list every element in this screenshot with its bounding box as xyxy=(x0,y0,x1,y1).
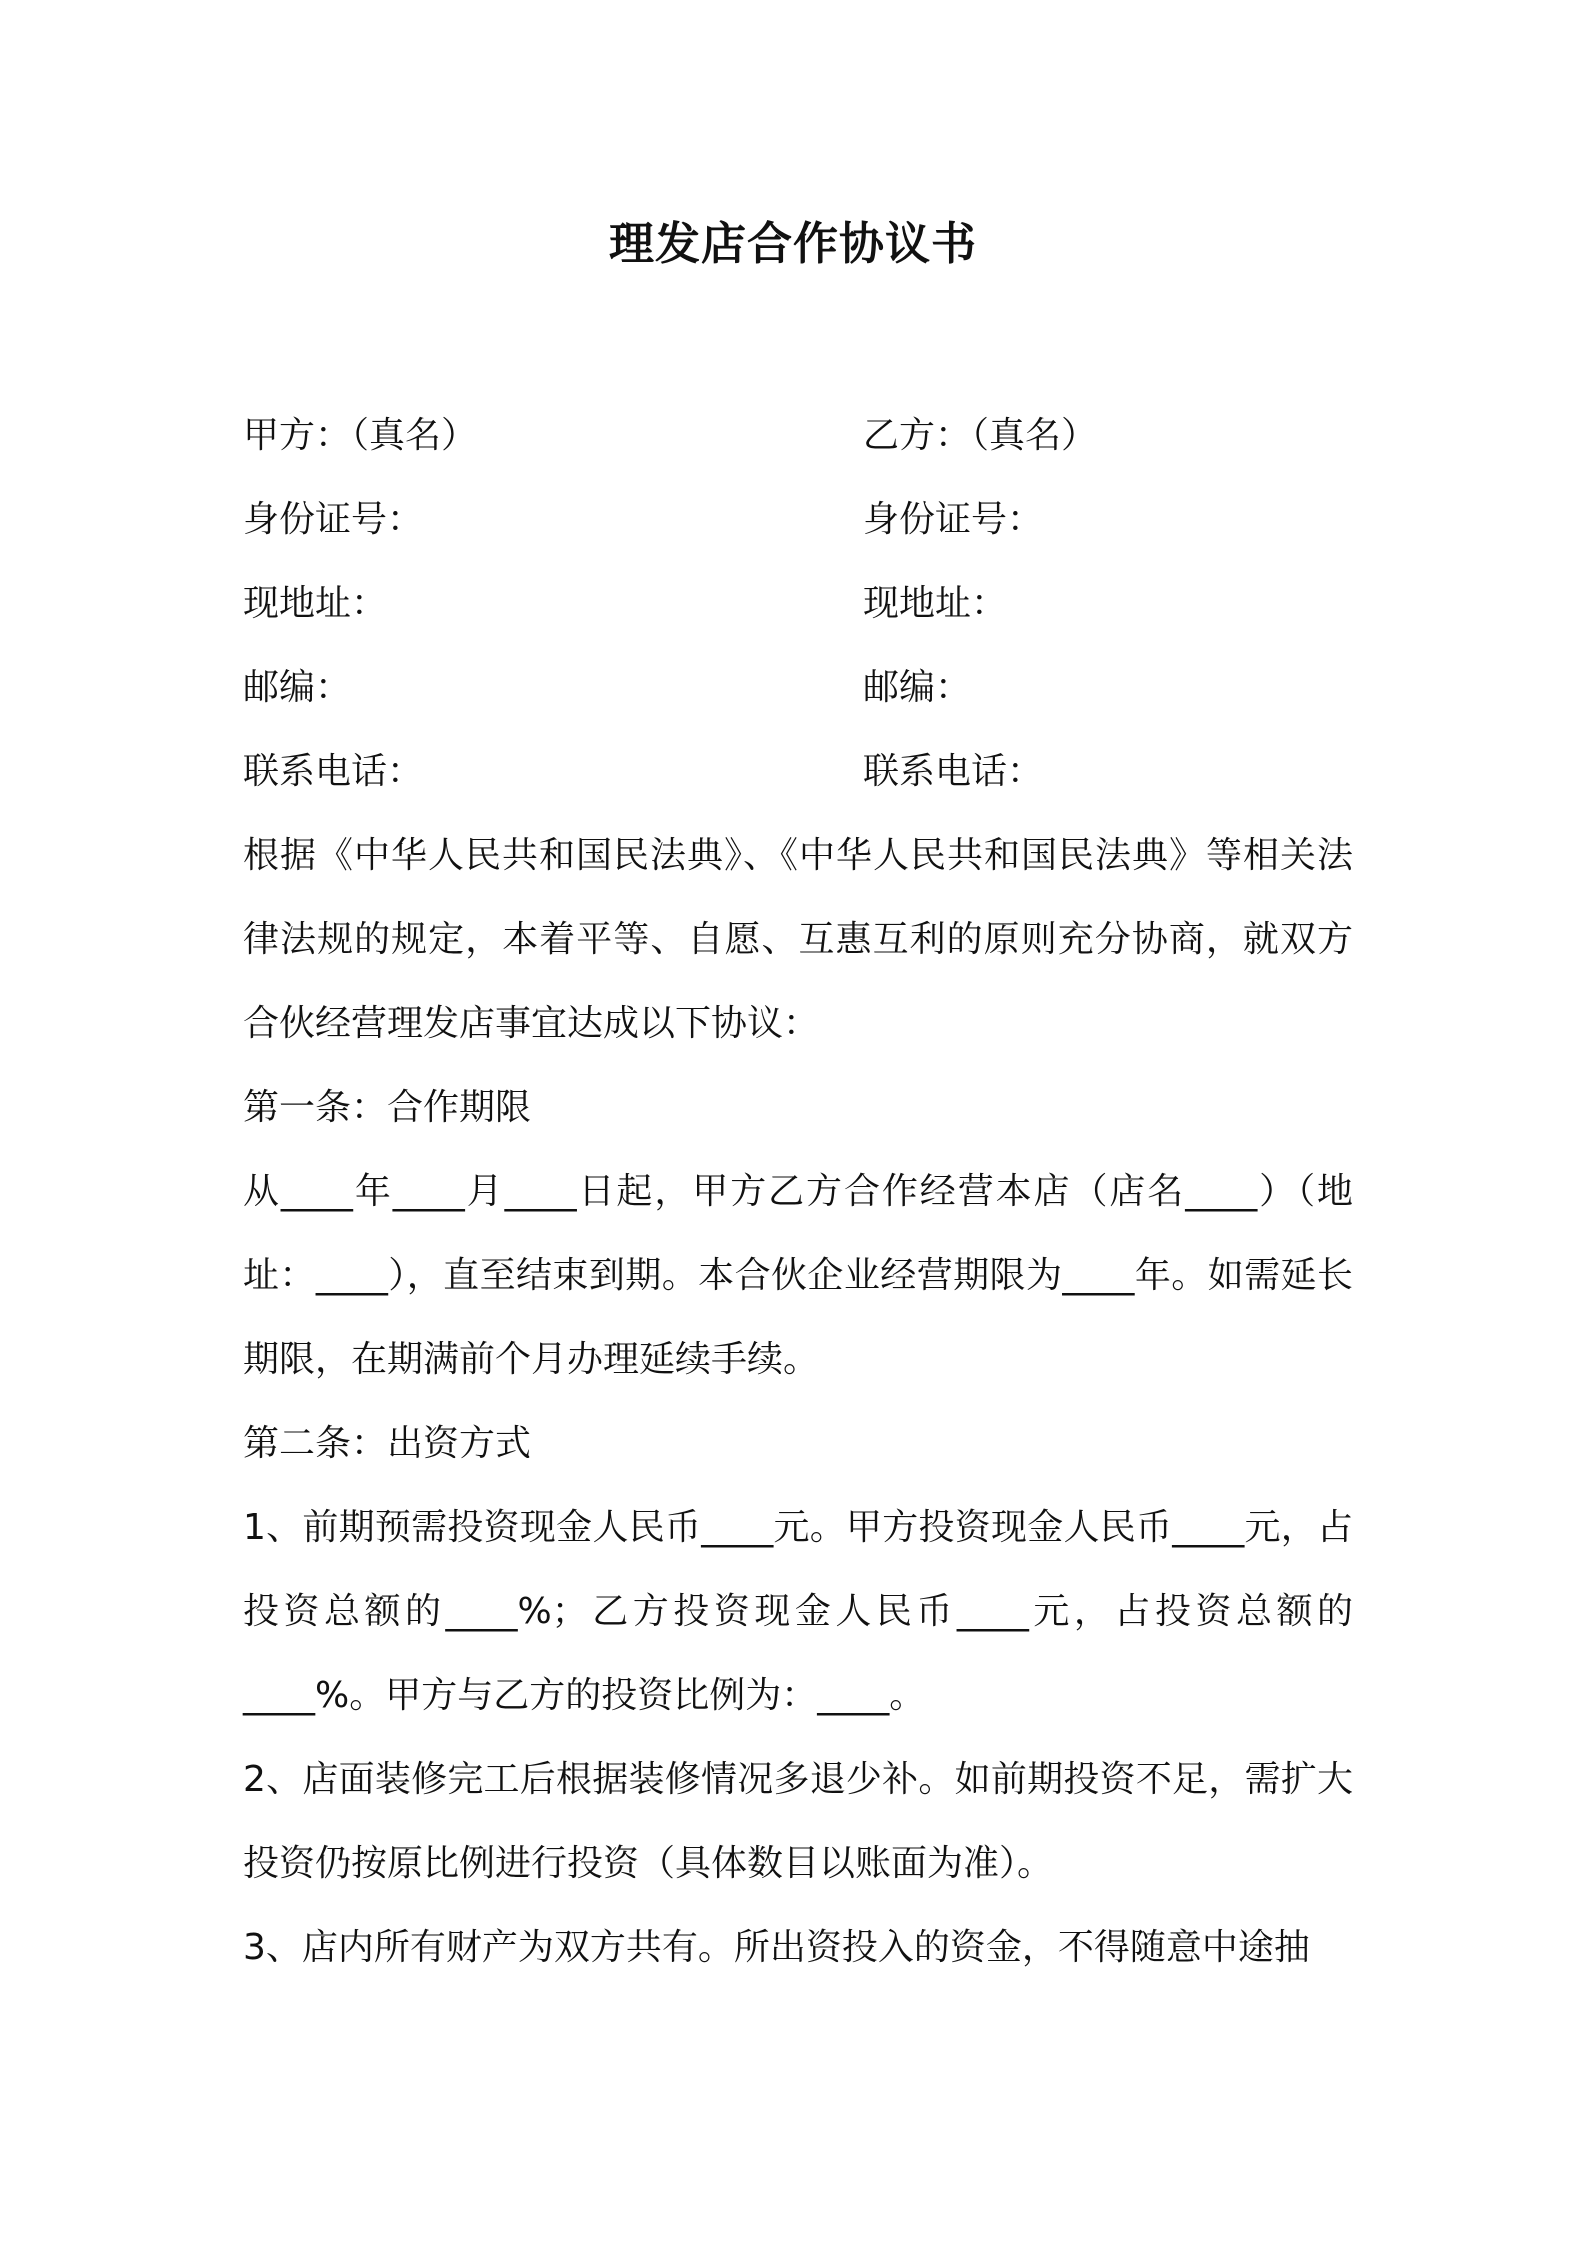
document-body xyxy=(243,408,1353,1990)
party-row-id xyxy=(243,492,1353,576)
article-2-clause-1: 1、前期预需投资现金人民币____元。甲方投资现金人民币____元，占投资总额的____%；乙方投资现金人民币____元，占投资总额的____%。甲方与乙方的投资比例为：____。 xyxy=(243,1507,1353,1716)
article-2-heading: 第二条：出资方式 xyxy=(243,1423,532,1464)
party-row-address xyxy=(243,576,1353,660)
party-a-address-label: 现地址： xyxy=(243,583,388,624)
party-row-name xyxy=(243,408,1353,492)
party-a-name-label: 甲方：（真名） xyxy=(243,415,478,456)
party-b-name-label: 乙方：（真名） xyxy=(863,415,1098,456)
party-row-postcode xyxy=(243,660,1353,744)
article-1-body: 从____年____月____日起，甲方乙方合作经营本店（店名____）（地址：____），直至结束到期。本合伙企业经营期限为____年。如需延长期限，在期满前个月办理延续手续。 xyxy=(243,1171,1353,1380)
party-a-postcode-label: 邮编： xyxy=(243,667,352,708)
party-a-id-label: 身份证号： xyxy=(243,499,424,540)
party-row-phone xyxy=(243,744,1353,828)
article-1-heading: 第一条：合作期限 xyxy=(243,1087,532,1128)
document-title: 理发店合作协议书 xyxy=(608,217,977,270)
party-b-postcode-label: 邮编： xyxy=(863,667,972,708)
intro-paragraph: 根据《中华人民共和国民法典》、《中华人民共和国民法典》等相关法律法规的规定，本着平等、自愿、互惠互利的原则充分协商，就双方合伙经营理发店事宜达成以下协议： xyxy=(243,835,1353,1044)
article-2-clause-2: 2、店面装修完工后根据装修情况多退少补。如前期投资不足，需扩大投资仍按原比例进行投资（具体数目以账面为准）。 xyxy=(243,1759,1353,1884)
party-b-id-label: 身份证号： xyxy=(863,499,1044,540)
party-a-phone-label: 联系电话： xyxy=(243,751,424,792)
article-2-clause-3: 3、店内所有财产为双方共有。所出资投入的资金，不得随意中途抽 xyxy=(243,1927,1310,1968)
party-b-address-label: 现地址： xyxy=(863,583,1008,624)
party-b-phone-label: 联系电话： xyxy=(863,751,1044,792)
